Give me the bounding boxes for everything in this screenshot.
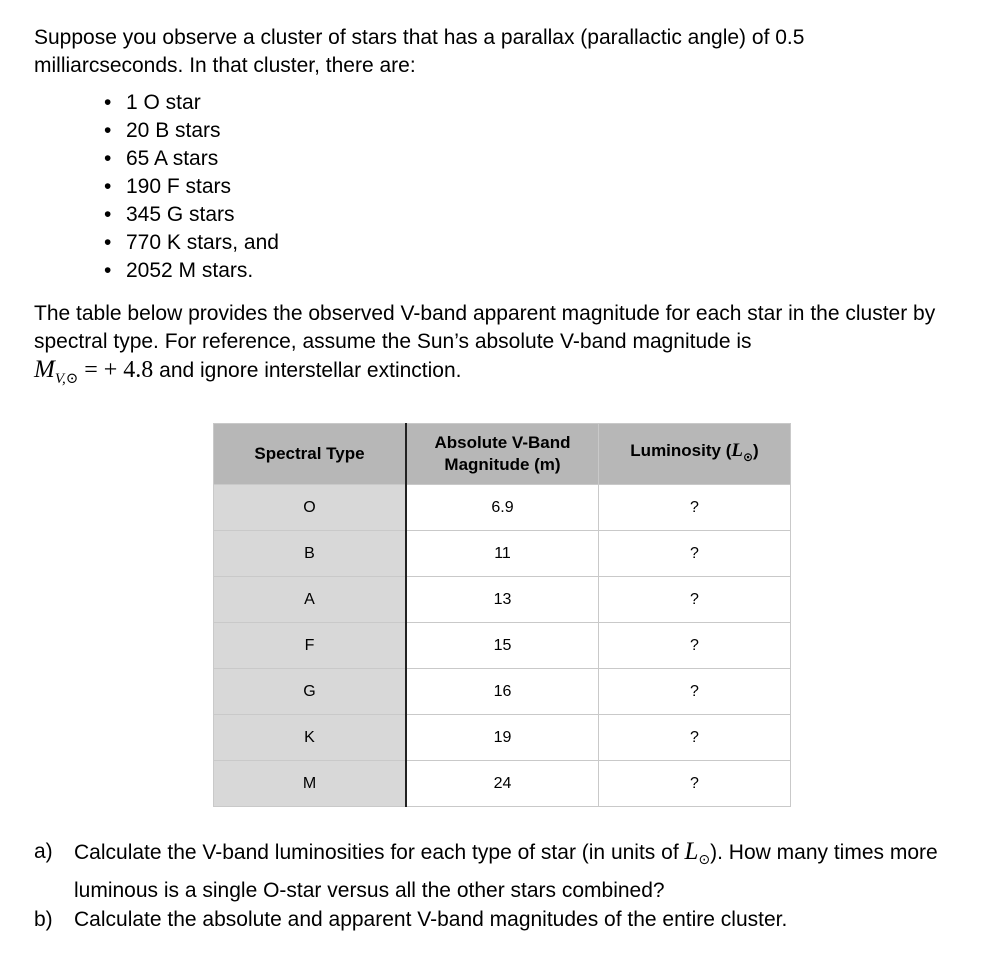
cell-luminosity: ?: [599, 669, 791, 715]
header-magnitude: [406, 424, 599, 485]
cell-magnitude: 19: [406, 715, 599, 761]
table-row: [214, 485, 791, 531]
table-header-row: [214, 424, 791, 485]
table-description-paragraph: [34, 300, 969, 393]
question-b-letter: b): [34, 908, 53, 931]
list-item: [0, 173, 279, 201]
magnitude-table: [213, 423, 791, 807]
cell-magnitude: 24: [406, 761, 599, 807]
header-luminosity-suffix: ): [753, 441, 759, 460]
header-magnitude-line1: Absolute V-Band: [434, 433, 571, 452]
cell-spectral-type: K: [214, 715, 407, 761]
list-item-label: 2052 M stars.: [126, 259, 254, 282]
bullet-icon: •: [104, 231, 112, 254]
list-item: [0, 229, 279, 257]
header-luminosity: [599, 424, 791, 485]
cell-spectral-type: M: [214, 761, 407, 807]
list-item-label: 770 K stars, and: [126, 231, 279, 254]
cell-luminosity: ?: [599, 715, 791, 761]
question-a-text-after: ). How many times more luminous is a single O-star versus all the other stars combined?: [74, 841, 938, 902]
question-b: [34, 904, 954, 936]
cell-magnitude: 11: [406, 531, 599, 577]
list-item: [0, 89, 279, 117]
list-item: [0, 201, 279, 229]
list-item-label: 190 F stars: [126, 175, 232, 198]
table-row: [214, 623, 791, 669]
list-item-label: 345 G stars: [126, 203, 235, 226]
list-item-label: 65 A stars: [126, 147, 219, 170]
cell-luminosity: ?: [599, 761, 791, 807]
question-a-letter: a): [34, 840, 53, 863]
cell-magnitude: 16: [406, 669, 599, 715]
intro-paragraph: Suppose you observe a cluster of stars that has a parallax (parallactic angle) of 0.5 milliarcseconds. In that cluster, there are:: [34, 26, 805, 77]
bullet-icon: •: [104, 91, 112, 114]
cell-luminosity: ?: [599, 485, 791, 531]
header-spectral-type: Spectral Type: [214, 424, 407, 485]
sun-magnitude-subscript: V,⊙: [54, 371, 79, 387]
list-item: [0, 117, 279, 145]
table-row: [214, 531, 791, 577]
cell-luminosity: ?: [599, 623, 791, 669]
question-b-text: Calculate the absolute and apparent V-band magnitudes of the entire cluster.: [74, 908, 788, 931]
table-description-suffix: and ignore interstellar extinction.: [153, 359, 462, 382]
sun-magnitude-value: = + 4.8: [84, 357, 154, 383]
bullet-icon: •: [104, 147, 112, 170]
table-description-text: The table below provides the observed V-band apparent magnitude for each star in the cluster by spectral type. For reference, assume the Sun’s absolute V-band magnitude is: [34, 302, 936, 353]
cell-luminosity: ?: [599, 531, 791, 577]
cell-spectral-type: B: [214, 531, 407, 577]
table-row: [214, 669, 791, 715]
table-row: [214, 761, 791, 807]
list-item: [0, 257, 279, 285]
table-row: [214, 715, 791, 761]
cell-spectral-type: F: [214, 623, 407, 669]
luminosity-symbol: L: [731, 440, 743, 461]
list-item-label: 1 O star: [126, 91, 201, 114]
header-luminosity-prefix: Luminosity (: [630, 441, 732, 460]
star-count-list: [0, 89, 279, 285]
luminosity-subscript: ⊙: [742, 450, 754, 464]
cell-magnitude: 6.9: [406, 485, 599, 531]
bullet-icon: •: [104, 259, 112, 282]
cell-spectral-type: O: [214, 485, 407, 531]
cell-spectral-type: G: [214, 669, 407, 715]
table-row: [214, 577, 791, 623]
cell-magnitude: 13: [406, 577, 599, 623]
cell-magnitude: 15: [406, 623, 599, 669]
cell-luminosity: ?: [599, 577, 791, 623]
list-item: [0, 145, 279, 173]
question-a-text-before: Calculate the V-band luminosities for each type of star (in units of: [74, 841, 685, 864]
bullet-icon: •: [104, 119, 112, 142]
cell-spectral-type: A: [214, 577, 407, 623]
question-a-text: [74, 836, 954, 907]
bullet-icon: •: [104, 203, 112, 226]
header-magnitude-line2: Magnitude (m): [444, 455, 561, 474]
list-item-label: 20 B stars: [126, 119, 221, 142]
sun-magnitude-symbol: M: [34, 356, 55, 383]
question-a-luminosity-symbol: L: [684, 838, 699, 865]
bullet-icon: •: [104, 175, 112, 198]
question-a-luminosity-subscript: ⊙: [698, 851, 711, 867]
question-a: [34, 836, 954, 907]
